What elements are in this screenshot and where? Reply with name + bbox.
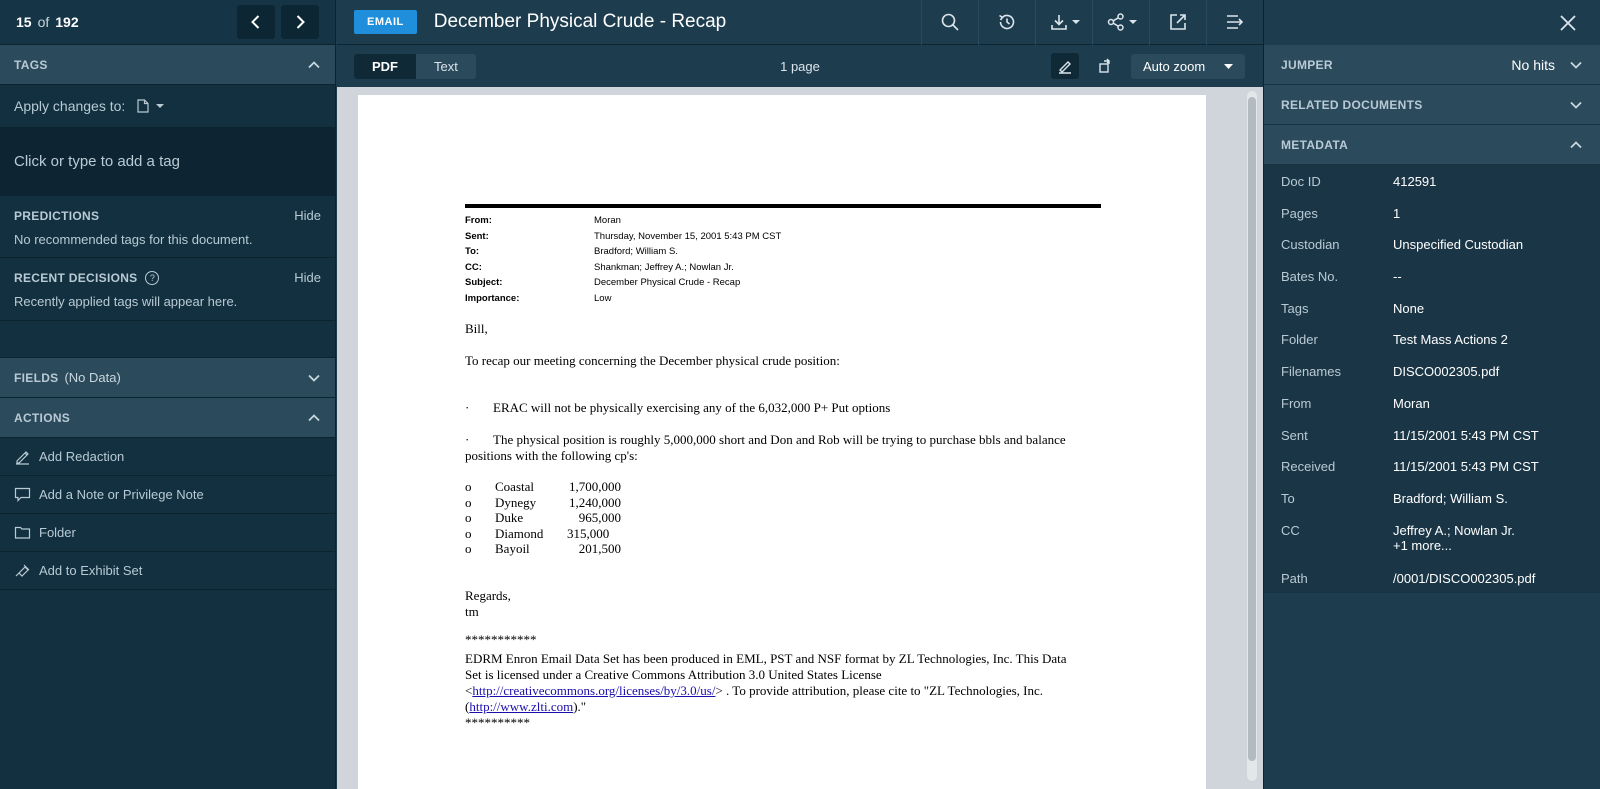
metadata-row-from: [1264, 387, 1600, 419]
document-navigator: [0, 0, 335, 45]
actions-section-title: ACTIONS: [14, 410, 71, 425]
action-label: Add to Exhibit Set: [39, 563, 143, 578]
predictions-title: PREDICTIONS: [14, 208, 100, 223]
header-row-importance: [465, 291, 781, 307]
chevron-down-icon: [307, 371, 321, 385]
list-item: [465, 510, 1105, 526]
metadata-key: To: [1281, 490, 1295, 506]
caret-down-icon[interactable]: [155, 101, 165, 111]
metadata-value: DISCO002305.pdf: [1393, 364, 1500, 380]
metadata-key: Received: [1281, 459, 1336, 475]
footer-text-piece: (: [465, 699, 470, 714]
cc-value: Jeffrey A.; Nowlan Jr.: [1393, 522, 1515, 538]
email-intro: To recap our meeting concerning the December physical crude position:: [465, 353, 840, 368]
comment-icon: [14, 486, 31, 503]
header-label: Sent:: [465, 230, 489, 242]
metadata-value: 11/15/2001 5:43 PM CST: [1393, 459, 1539, 475]
cp-name: Dynegy: [495, 494, 537, 510]
previous-document-button[interactable]: [237, 5, 275, 39]
header-row-to: [465, 244, 781, 260]
tags-section-title: TAGS: [14, 57, 48, 72]
footer-line-3: [465, 683, 1105, 699]
caret-down-icon: [1224, 62, 1233, 71]
footer-text-piece: <: [465, 683, 473, 698]
stars-line: **********: [465, 715, 530, 730]
header-rule: [465, 204, 1101, 208]
email-greeting: Bill,: [465, 321, 488, 336]
metadata-value: Unspecified Custodian: [1393, 237, 1524, 253]
metadata-row-doc-id: [1264, 165, 1600, 197]
metadata-row-to: [1264, 482, 1600, 514]
header-value: December Physical Crude - Recap: [594, 277, 741, 289]
license-link[interactable]: http://creativecommons.org/licenses/by/3.0/us/: [472, 683, 716, 698]
metadata-list: [1264, 165, 1600, 593]
tab-text[interactable]: Text: [434, 58, 458, 74]
header-label: Importance:: [465, 292, 520, 304]
rotate-icon: [1097, 58, 1113, 74]
metadata-value: --: [1393, 269, 1402, 285]
folder-icon: [14, 524, 31, 541]
right-panel: [1263, 0, 1600, 789]
jumper-section-header[interactable]: [1264, 45, 1600, 85]
predictions-section: [0, 196, 335, 258]
list-mark: o: [465, 479, 472, 494]
zoom-select[interactable]: [1131, 54, 1245, 79]
chevron-down-icon: [1569, 98, 1583, 112]
external-link-icon: [1168, 12, 1188, 32]
rotate-button[interactable]: [1091, 53, 1119, 79]
next-document-button[interactable]: [281, 5, 319, 39]
chevron-left-icon: [248, 14, 264, 30]
collapse-right-icon: [1225, 12, 1245, 32]
recent-decisions-text: Recently applied tags will appear here.: [14, 294, 238, 309]
footer-line-1: EDRM Enron Email Data Set has been produced in EML, PST and NSF format by ZL Technologies, Inc. This Data: [465, 651, 1067, 666]
predictions-hide-button[interactable]: Hide: [294, 208, 321, 223]
metadata-key: Filenames: [1281, 364, 1341, 380]
metadata-key: Tags: [1281, 300, 1309, 316]
annotate-button[interactable]: [1051, 53, 1079, 79]
chevron-up-icon: [307, 58, 321, 72]
metadata-row-tags: [1264, 292, 1600, 324]
metadata-row-folder: [1264, 323, 1600, 355]
add-note-action[interactable]: [0, 476, 335, 514]
header-row-cc: [465, 260, 781, 276]
cp-name: Duke: [495, 510, 524, 526]
doc-type-badge: EMAIL: [354, 10, 417, 34]
metadata-row-filenames: [1264, 355, 1600, 387]
metadata-value: 1: [1393, 205, 1401, 221]
collapse-panel-button[interactable]: [1206, 0, 1263, 45]
header-value: Shankman; Jeffrey A.; Nowlan Jr.: [594, 261, 734, 273]
cp-value: 201,500: [578, 541, 621, 557]
counterparty-list: [465, 479, 1105, 557]
email-bullet-1: [465, 400, 1105, 416]
search-icon: [940, 12, 960, 32]
folder-action[interactable]: [0, 514, 335, 552]
cp-name: Bayoil: [495, 541, 530, 557]
list-item: [465, 541, 1105, 557]
metadata-row-path: [1264, 562, 1600, 594]
footer-line-2: Set is licensed under a Creative Commons Attribution 3.0 United States License: [465, 667, 882, 682]
list-item: [465, 495, 1105, 511]
footer-line-4: [465, 699, 1105, 715]
fields-section-title: FIELDS: [14, 370, 59, 385]
document-title-bar: [337, 0, 1263, 45]
caret-down-icon: [1129, 18, 1137, 26]
related-documents-title: RELATED DOCUMENTS: [1281, 97, 1423, 112]
header-value: Moran: [594, 215, 621, 227]
metadata-key: Path: [1281, 570, 1308, 586]
email-headers: [465, 213, 781, 306]
tag-input[interactable]: [0, 128, 335, 196]
header-row-sent: [465, 229, 781, 245]
page-count: 1 page: [780, 58, 820, 74]
cc-more-link[interactable]: +1 more...: [1393, 537, 1452, 553]
help-icon[interactable]: ?: [145, 271, 159, 285]
footer-text: [465, 651, 1105, 731]
close-bar: [1264, 0, 1600, 45]
list-item: [465, 526, 1105, 542]
action-label: Folder: [39, 525, 76, 540]
tab-pdf[interactable]: PDF: [354, 54, 416, 79]
metadata-row-received: [1264, 450, 1600, 482]
action-label: Add a Note or Privilege Note: [39, 487, 204, 502]
metadata-title: METADATA: [1281, 137, 1349, 152]
close-icon[interactable]: [1558, 13, 1578, 33]
header-label: Subject:: [465, 277, 503, 289]
metadata-key: Folder: [1281, 332, 1318, 348]
fields-no-data: (No Data): [64, 370, 121, 385]
current-doc-index: 15: [16, 14, 32, 30]
metadata-value: [1393, 523, 1515, 553]
recent-decisions-hide-button[interactable]: Hide: [294, 270, 321, 285]
bullet-text: ERAC will not be physically exercising any of the 6,032,000 P+ Put options: [493, 400, 891, 415]
metadata-row-sent: [1264, 419, 1600, 451]
header-label: To:: [465, 246, 480, 258]
metadata-row-cc: [1264, 514, 1600, 562]
zoom-value: Auto zoom: [1143, 58, 1206, 74]
email-bullet-2: [465, 432, 1105, 464]
metadata-row-custodian: [1264, 228, 1600, 260]
predictions-text: No recommended tags for this document.: [14, 232, 253, 247]
list-mark: o: [465, 541, 472, 557]
footer-text-piece: > . To provide attribution, please cite to "ZL Technologies, Inc.: [715, 683, 1044, 698]
email-signature: tm: [465, 604, 479, 619]
pdf-viewport[interactable]: [337, 87, 1263, 789]
chevron-up-icon: [307, 411, 321, 425]
history-button[interactable]: [978, 0, 1035, 45]
left-panel: [0, 0, 336, 789]
header-value: Thursday, November 15, 2001 5:43 PM CST: [594, 230, 782, 242]
apply-changes-row: [0, 85, 335, 128]
scrollbar-thumb[interactable]: [1248, 97, 1256, 761]
stars-line: ***********: [465, 632, 537, 647]
document-viewer-area: [337, 0, 1263, 789]
tag-input-placeholder: Click or type to add a tag: [14, 153, 180, 170]
header-row-from: [465, 213, 781, 229]
add-to-exhibit-set-action[interactable]: [0, 552, 335, 590]
document-title: December Physical Crude - Recap: [433, 11, 727, 32]
recent-decisions-title: RECENT DECISIONS: [14, 270, 138, 285]
metadata-value: Test Mass Actions 2: [1393, 332, 1508, 348]
pager: [16, 14, 79, 30]
action-label: Add Redaction: [39, 449, 125, 464]
share-icon: [1106, 12, 1126, 32]
fields-section-header[interactable]: [0, 358, 335, 398]
list-mark: o: [465, 494, 472, 510]
caret-down-icon: [1072, 18, 1080, 26]
cp-value: 315,000: [567, 525, 610, 541]
download-button[interactable]: [1035, 0, 1092, 45]
jumper-title: JUMPER: [1281, 57, 1333, 72]
metadata-row-bates: [1264, 260, 1600, 292]
scrollbar[interactable]: [1247, 91, 1257, 781]
view-mode-toggle: [354, 54, 476, 79]
chevron-up-icon: [1569, 138, 1583, 152]
footer-text-piece: ).": [573, 699, 587, 714]
spacer: [0, 321, 335, 358]
download-icon: [1049, 12, 1069, 32]
metadata-key: From: [1281, 395, 1312, 411]
file-icon[interactable]: [137, 99, 149, 113]
related-documents-header[interactable]: [1264, 85, 1600, 125]
metadata-value: None: [1393, 300, 1425, 316]
pager-of-label: of: [37, 14, 50, 30]
bullet-mark: ·: [465, 400, 470, 415]
metadata-value: 11/15/2001 5:43 PM CST: [1393, 427, 1539, 443]
tags-section-header[interactable]: [0, 45, 335, 85]
metadata-value: /0001/DISCO002305.pdf: [1393, 570, 1536, 586]
metadata-key: CC: [1281, 522, 1300, 538]
metadata-key: Bates No.: [1281, 269, 1339, 285]
metadata-key: Pages: [1281, 205, 1318, 221]
bullet-text-cont: positions with the following cp's:: [465, 448, 638, 463]
highlighter-icon: [1057, 58, 1073, 74]
cp-value: 965,000: [578, 510, 621, 526]
apply-changes-label: Apply changes to:: [14, 98, 126, 114]
cp-value: 1,700,000: [569, 479, 621, 494]
open-external-button[interactable]: [1149, 0, 1206, 45]
jumper-hits: No hits: [1511, 56, 1555, 73]
chevron-down-icon: [1569, 58, 1583, 72]
metadata-header[interactable]: [1264, 125, 1600, 165]
zlti-link[interactable]: http://www.zlti.com: [469, 699, 574, 714]
header-label: CC:: [465, 261, 482, 273]
pencil-icon: [14, 448, 31, 465]
bullet-mark: ·: [465, 432, 470, 447]
metadata-value: Bradford; William S.: [1393, 490, 1508, 506]
chevron-right-icon: [292, 14, 308, 30]
metadata-key: Custodian: [1281, 237, 1340, 253]
cp-name: Coastal: [495, 479, 534, 494]
list-mark: o: [465, 510, 472, 526]
list-mark: o: [465, 525, 472, 541]
search-button[interactable]: [921, 0, 978, 45]
metadata-value: 412591: [1393, 174, 1437, 189]
exhibit-icon: [14, 562, 31, 579]
header-row-subject: [465, 275, 781, 291]
header-label: From:: [465, 215, 492, 227]
header-value: Bradford; William S.: [594, 246, 678, 258]
actions-section-header[interactable]: [0, 398, 335, 438]
email-regards: Regards,: [465, 588, 511, 603]
history-icon: [997, 12, 1017, 32]
view-toolbar: [337, 45, 1263, 87]
metadata-value: Moran: [1393, 395, 1430, 411]
metadata-key: Doc ID: [1281, 174, 1321, 189]
list-item: [465, 479, 1105, 495]
recent-decisions-section: [0, 258, 335, 321]
add-redaction-action[interactable]: [0, 438, 335, 476]
header-value: Low: [594, 292, 612, 304]
cp-value: 1,240,000: [569, 494, 621, 510]
pdf-page: [358, 95, 1206, 789]
share-button[interactable]: [1092, 0, 1149, 45]
metadata-key: Sent: [1281, 427, 1308, 443]
metadata-row-pages: [1264, 197, 1600, 229]
total-docs: 192: [55, 14, 79, 30]
cp-name: Diamond: [495, 525, 544, 541]
bullet-text: The physical position is roughly 5,000,000 short and Don and Rob will be trying to purchase bbls and balance: [493, 432, 1066, 447]
